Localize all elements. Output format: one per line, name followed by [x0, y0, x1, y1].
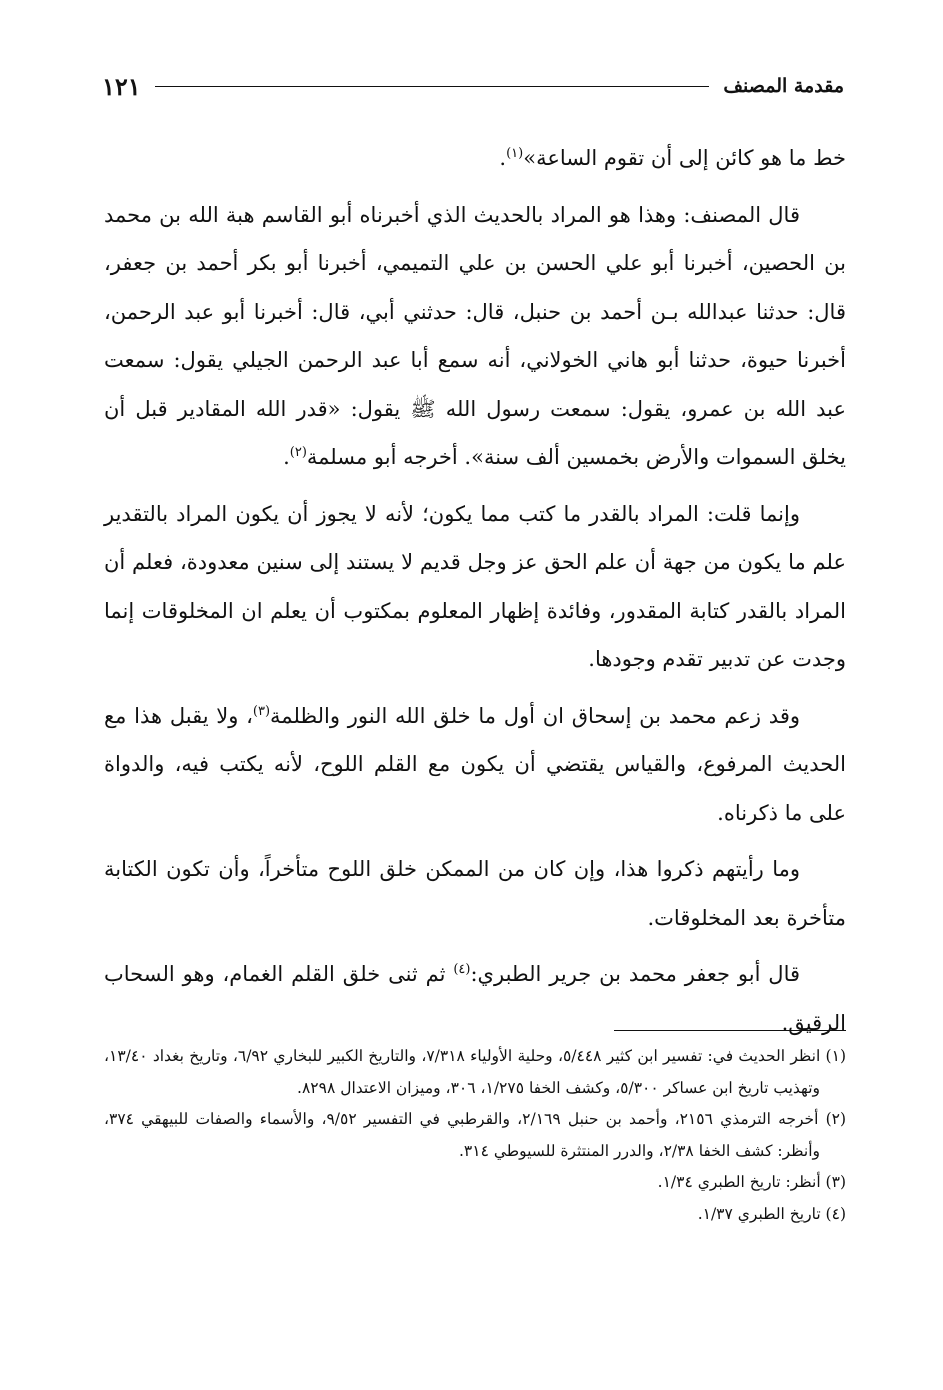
text-run: وإنما قلت: المراد بالقدر ما كتب مما يكون؛ لأنه لا يجوز أن يكون المراد بالتقدير علم ما يكون من جهة أن علم الحق عز وجل قديم لا يستند إلى سنين معدودة، فعلم أن المراد بالقدر كتابة المقدور، وفائدة إظهار المعلوم بمكتوب أن يعلم ان المخلوقات إنما وجدت عن تدبير تقدم وجودها.	[104, 501, 846, 671]
page-header	[102, 66, 844, 106]
footnote-ref: (١)	[506, 146, 524, 161]
paragraph	[104, 134, 846, 183]
text-run: ثم ثنى خلق القلم الغمام، وهو السحاب الرقيق.	[104, 962, 846, 1035]
main-text	[104, 134, 846, 1047]
paragraph	[104, 490, 846, 684]
text-run: وما رأيتهم ذكروا هذا، وإن كان من الممكن خلق اللوح متأخراً، وأن تكون الكتابة متأخرة بعد المخلوقات.	[104, 857, 846, 930]
footnotes	[104, 1041, 846, 1230]
footnote: (٤) تاريخ الطبري ١/٣٧.	[697, 1204, 846, 1223]
header-rule	[155, 86, 710, 87]
text-run: قال المصنف: وهذا هو المراد بالحديث الذي أخبرناه أبو القاسم هبة الله بن محمد بن الحصين، أخبرنا أبو علي الحسن بن علي التميمي، أخبرنا أبو بكر أحمد بن جعفر، قال: حدثنا عبدالله بـن أحمد بن حنبل، قال: حدثني أبي، قال: أخبرنا أبو عبد الرحمن، أخبرنا حيوة، حدثنا أبو هاني الخولاني، أنه سمع أبا عبد الرحمن الجيلي يقول: سمعت عبد الله بن عمرو، يقول: سمعت رسول الله ﷺ يقول: «قدر الله المقادير قبل أن يخلق السموات والأرض بخمسين ألف سنة». أخرجه أبو مسلمة	[104, 202, 846, 469]
text-run: ، ولا يقبل هذا مع الحديث المرفوع، والقياس يقتضي أن يكون مع القلم اللوح، لأنه يكتب فيه، والدواة على ما ذكرناه.	[104, 703, 846, 825]
footnote-ref: (٣)	[252, 703, 271, 719]
footnote-ref: (٤)	[453, 962, 471, 977]
text-run: .	[283, 445, 290, 469]
paragraph	[104, 692, 846, 838]
paragraph	[104, 845, 846, 942]
footnote: (٣) أنظر: تاريخ الطبري ١/٣٤.	[657, 1173, 846, 1191]
page-number: ١٢١	[102, 71, 141, 101]
text-run: .	[499, 146, 507, 170]
footnote: (٢) أخرجه الترمذي ٢١٥٦، وأحمد بن حنبل ٢/١٦٩، والقرطبي في التفسير ٩/٥٢، والأسماء والصفات للبيهقي ٣٧٤، وأنظر: كشف الخفا ٢/٣٨، والدرر المنتثرة للسيوطي ٣١٤.	[104, 1110, 847, 1160]
running-head: مقدمة المصنف	[723, 75, 844, 97]
text-run: قال أبو جعفر محمد بن جرير الطبري:	[470, 962, 801, 986]
footnote-separator	[614, 1030, 846, 1031]
paragraph	[104, 950, 846, 1047]
paragraph	[104, 191, 846, 482]
text-run: وقد زعم محمد بن إسحاق ان أول ما خلق الله النور والظلمة	[270, 703, 800, 728]
text-run: خط ما هو كائن إلى أن تقوم الساعة»	[523, 146, 846, 170]
footnote-ref: (٢)	[289, 445, 307, 460]
footnote: (١) انظر الحديث في: تفسير ابن كثير ٥/٤٤٨، وحلية الأولياء ٧/٣١٨، والتاريخ الكبير للبخاري ٦/٩٢، وتاريخ بغداد ١٣/٤٠، وتهذيب تاريخ ابن عساكر ٥/٣٠٠، وكشف الخفا ١/٢٧٥، ٣٠٦، وميزان الاعتدال ٨٢٩٨.	[104, 1047, 846, 1097]
